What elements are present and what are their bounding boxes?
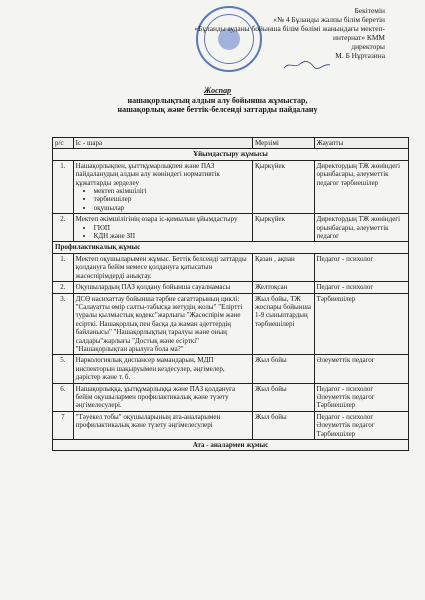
section-row <box>53 242 409 253</box>
table-row <box>53 160 409 213</box>
row-activity: ДСӨ насихаттау бойынша тәрбие сағаттарының циклі: "Салауатты өмір салты-табысқа жетудің жолы" "Еліртті туралы қылмыстық кодекс"жарлығы "Жасөспірім және есірткі. Нашақорлық пен басқа да жаман әдеттердің байланысы" "Нашақорлықтың таралуы және оның салдары"жарлығы "Достық және есірткі" "Нашақорлықтан арылуға бола ма?" <box>73 293 252 355</box>
row-number: 2. <box>53 214 74 242</box>
title-line-1: нашақорлықтың алдын алу бойынша жұмыстар, <box>127 95 308 105</box>
list-item: • ГЮП <box>94 224 250 232</box>
list-item: • мектеп әкімшілігі <box>94 187 250 195</box>
row-number: 6. <box>53 383 74 411</box>
row-activity: Оқушылардың ПАЗ қолдану бойынша сауалнамасы <box>73 282 252 293</box>
row-activity-text: Мектеп әкімшілігінің өзара іс-қимылын ұйымдастыру <box>75 215 238 224</box>
table-row <box>53 383 409 411</box>
plan-table <box>52 137 409 451</box>
row-responsible: Тәрбиешілер <box>314 293 409 355</box>
header-deadline: Мерзімі <box>252 138 314 149</box>
approval-title: Бекітемін <box>354 6 385 15</box>
row-responsible: Директордың ТЖ жөніндегі орынбасары, әлеуметтік педагог <box>314 214 409 242</box>
row-activity <box>73 160 252 213</box>
document-title <box>60 86 375 115</box>
table-header-row <box>53 138 409 149</box>
table-row <box>53 293 409 355</box>
list-item: • оқушылар <box>94 204 250 212</box>
row-deadline: Жыл бойы <box>252 383 314 411</box>
row-activity: Наркологиялық диспансер мамандарын, МДП инспекторын шақыруымен кездесулер, әңгімелер, дәрістер және т. б. <box>73 355 252 383</box>
row-deadline: Жыл бойы <box>252 411 314 439</box>
title-line-2: нашақорлық және беттік-белсенді заттарды пайдалану <box>117 105 318 114</box>
row-responsible: Директордың ТЖ жөніндегі орынбасары, әлеуметтік педагог тәрбиешілер <box>314 160 409 213</box>
row-activity-text: Нашақорлықпен, ұыттқұмарлықпен және ПАЗ пайдаланудың алдын алу жөніндегі нормативтік құжаттарды зерделеу <box>75 161 220 187</box>
row-number: 5. <box>53 355 74 383</box>
row-deadline: Қыркүйек <box>252 160 314 213</box>
row-responsible: Педагог - психолог Әлеуметтік педагог Тәрбиешілер <box>314 411 409 439</box>
row-activity: Нашақорлыққа, ұытқұмарлыққа және ПАЗ қолдануға бейім оқушылармен профилактикалық және түзету әңгімелесулері. <box>73 383 252 411</box>
list-item: • КДН және ЗП <box>94 232 250 240</box>
row-deadline: Жыл бойы <box>252 355 314 383</box>
approval-signer: М. Б Нұртазина <box>335 51 385 60</box>
table-row <box>53 282 409 293</box>
section-preventive: Профилактикалық жұмыс <box>53 242 409 253</box>
table-row <box>53 214 409 242</box>
row-number: 1. <box>53 160 74 213</box>
row-responsible: Педагог - психолог <box>314 253 409 281</box>
row-number: 1. <box>53 253 74 281</box>
row-list <box>76 187 250 212</box>
approval-org: «Бұланды ауданы бойынша білім бөлімі жанындағы мектеп-интернат» КММ <box>194 24 385 42</box>
title-word: Жоспар <box>203 86 232 95</box>
row-number: 7 <box>53 411 74 439</box>
row-deadline: Жыл бойы, ТЖ жоспары бойынша 1-9 сыныптардың тәрбиешілері <box>252 293 314 355</box>
header-responsible: Жауапты <box>314 138 409 149</box>
header-activity: Іс - шара <box>73 138 252 149</box>
section-row <box>53 440 409 451</box>
row-number: 3. <box>53 293 74 355</box>
list-item: • тәрбиешілер <box>94 195 250 203</box>
header-num: р/с <box>53 138 74 149</box>
section-parents: Ата - аналармен жұмыс <box>53 440 409 451</box>
table-row <box>53 355 409 383</box>
row-activity: "Тәуекел тобы" оқушыларының ата-аналарымен профилактикалық және түзету әңгімелесулері <box>73 411 252 439</box>
signature <box>282 60 332 70</box>
row-responsible: Педагог - психолог <box>314 282 409 293</box>
table-row <box>53 411 409 439</box>
row-deadline: Қазан , ақпан <box>252 253 314 281</box>
section-row <box>53 149 409 160</box>
row-deadline: Желтоқсан <box>252 282 314 293</box>
section-organizational: Ұйымдастыру жұмысы <box>53 149 409 160</box>
row-number: 2. <box>53 282 74 293</box>
table-row <box>53 253 409 281</box>
row-deadline: Қыркүйек <box>252 214 314 242</box>
row-responsible: Әлеуметтік педагог <box>314 355 409 383</box>
approval-position: директоры <box>351 42 385 51</box>
row-activity <box>73 214 252 242</box>
approval-block <box>170 6 385 60</box>
approval-school-line: «№ 4 Бұланды жалпы білім беретін <box>273 15 385 24</box>
row-activity: Мектеп оқушыларымен жұмыс. Беттік белсенді заттарды қолдануға бейім немесе қолдануға қатысатын жасөспірімдерді анықтау. <box>73 253 252 281</box>
row-responsible: Педагог - психолог Әлеуметтік педагог Тәрбиешілер <box>314 383 409 411</box>
row-list <box>76 224 250 241</box>
